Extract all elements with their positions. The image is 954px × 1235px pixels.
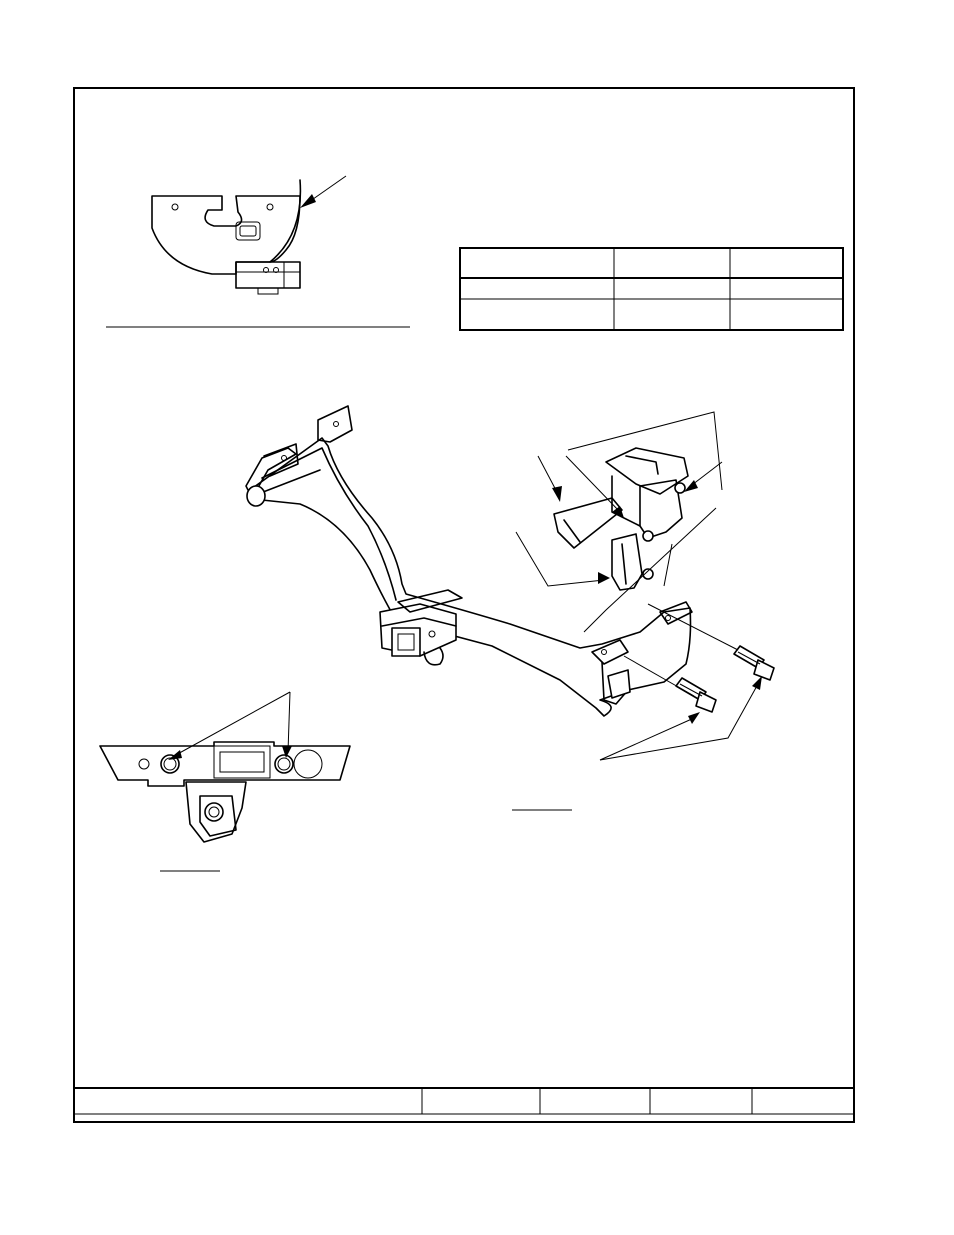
sheet-border bbox=[74, 88, 854, 1122]
title-block bbox=[74, 1088, 854, 1114]
fig-top-left-bracket bbox=[106, 176, 410, 327]
fig-bottom-left-detail bbox=[100, 692, 350, 871]
fig-main-hitch bbox=[246, 406, 774, 810]
spec-table bbox=[460, 248, 843, 330]
bolt-left bbox=[676, 678, 716, 712]
bolt-right bbox=[734, 646, 774, 680]
